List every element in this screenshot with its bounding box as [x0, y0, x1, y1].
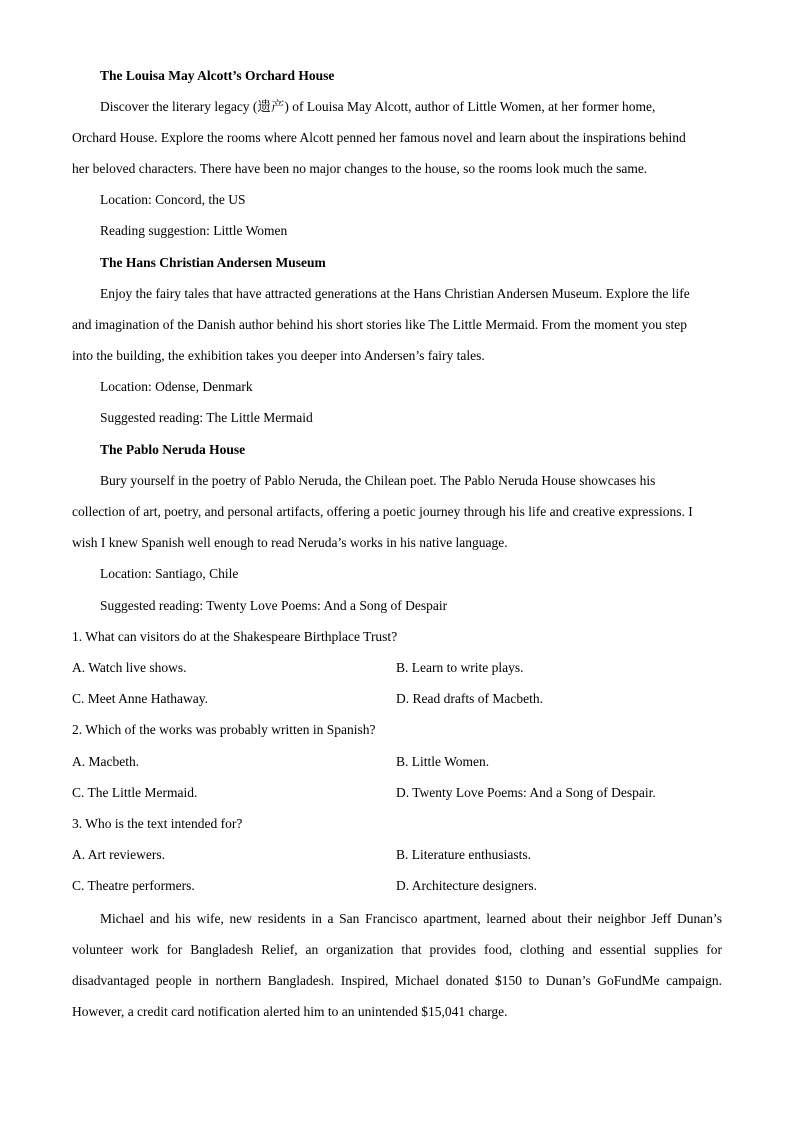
- section-title: The Louisa May Alcott’s Orchard House: [100, 68, 335, 83]
- question-option: D. Read drafts of Macbeth.: [396, 691, 543, 706]
- section-title: The Hans Christian Andersen Museum: [100, 255, 326, 270]
- section-body-line: into the building, the exhibition takes you deeper into Andersen’s fairy tales.: [72, 348, 485, 363]
- question-option: D. Twenty Love Poems: And a Song of Despair.: [396, 785, 656, 800]
- section-body-line: wish I knew Spanish well enough to read Neruda’s works in his native language.: [72, 535, 508, 550]
- section-body-line: Enjoy the fairy tales that have attracted generations at the Hans Christian Andersen Museum. Explore the life: [100, 286, 690, 301]
- section-reading: Reading suggestion: Little Women: [100, 223, 288, 238]
- section-location: Location: Santiago, Chile: [100, 566, 239, 581]
- section-title: The Pablo Neruda House: [100, 442, 246, 457]
- question-option: A. Art reviewers.: [72, 847, 165, 862]
- section-body-line: collection of art, poetry, and personal artifacts, offering a poetic journey through his life and creative expressions. I: [72, 504, 693, 519]
- question-stem: 3. Who is the text intended for?: [72, 816, 243, 831]
- section-body-line: her beloved characters. There have been no major changes to the house, so the rooms look much the same.: [72, 161, 648, 176]
- section-reading: Suggested reading: Twenty Love Poems: And a Song of Despair: [100, 598, 448, 613]
- question-option: A. Macbeth.: [72, 754, 140, 769]
- question-option: D. Architecture designers.: [396, 878, 537, 893]
- section-location: Location: Concord, the US: [100, 192, 246, 207]
- question-option: C. The Little Mermaid.: [72, 785, 198, 800]
- question-option: A. Watch live shows.: [72, 660, 187, 675]
- question-stem: 2. Which of the works was probably written in Spanish?: [72, 722, 376, 737]
- question-option: C. Meet Anne Hathaway.: [72, 691, 208, 706]
- section-body-line: Discover the literary legacy (遗产) of Louisa May Alcott, author of Little Women, at her former home,: [100, 99, 656, 114]
- section-reading: Suggested reading: The Little Mermaid: [100, 410, 313, 425]
- question-option: B. Little Women.: [396, 754, 490, 769]
- question-option: C. Theatre performers.: [72, 878, 195, 893]
- section-body-line: Bury yourself in the poetry of Pablo Neruda, the Chilean poet. The Pablo Neruda House showcases his: [100, 473, 656, 488]
- reading-passage: Michael and his wife, new residents in a San Francisco apartment, learned about their neighbor Jeff Dunan’s volunteer work for Bangladesh Relief, an organization that provides food, clothing and essential supplies for disadvantaged people in northern Bangladesh. Inspired, Michael donated $150 to Dunan’s GoFundMe campaign. However, a credit card notification alerted him to an unintended $15,041 charge.: [72, 911, 722, 1019]
- section-location: Location: Odense, Denmark: [100, 379, 253, 394]
- question-option: B. Learn to write plays.: [396, 660, 524, 675]
- question-option: B. Literature enthusiasts.: [396, 847, 531, 862]
- section-body-line: and imagination of the Danish author behind his short stories like The Little Mermaid. From the moment you step: [72, 317, 688, 332]
- question-stem: 1. What can visitors do at the Shakespeare Birthplace Trust?: [72, 629, 398, 644]
- section-body-line: Orchard House. Explore the rooms where Alcott penned her famous novel and learn about the inspirations behind: [72, 130, 686, 145]
